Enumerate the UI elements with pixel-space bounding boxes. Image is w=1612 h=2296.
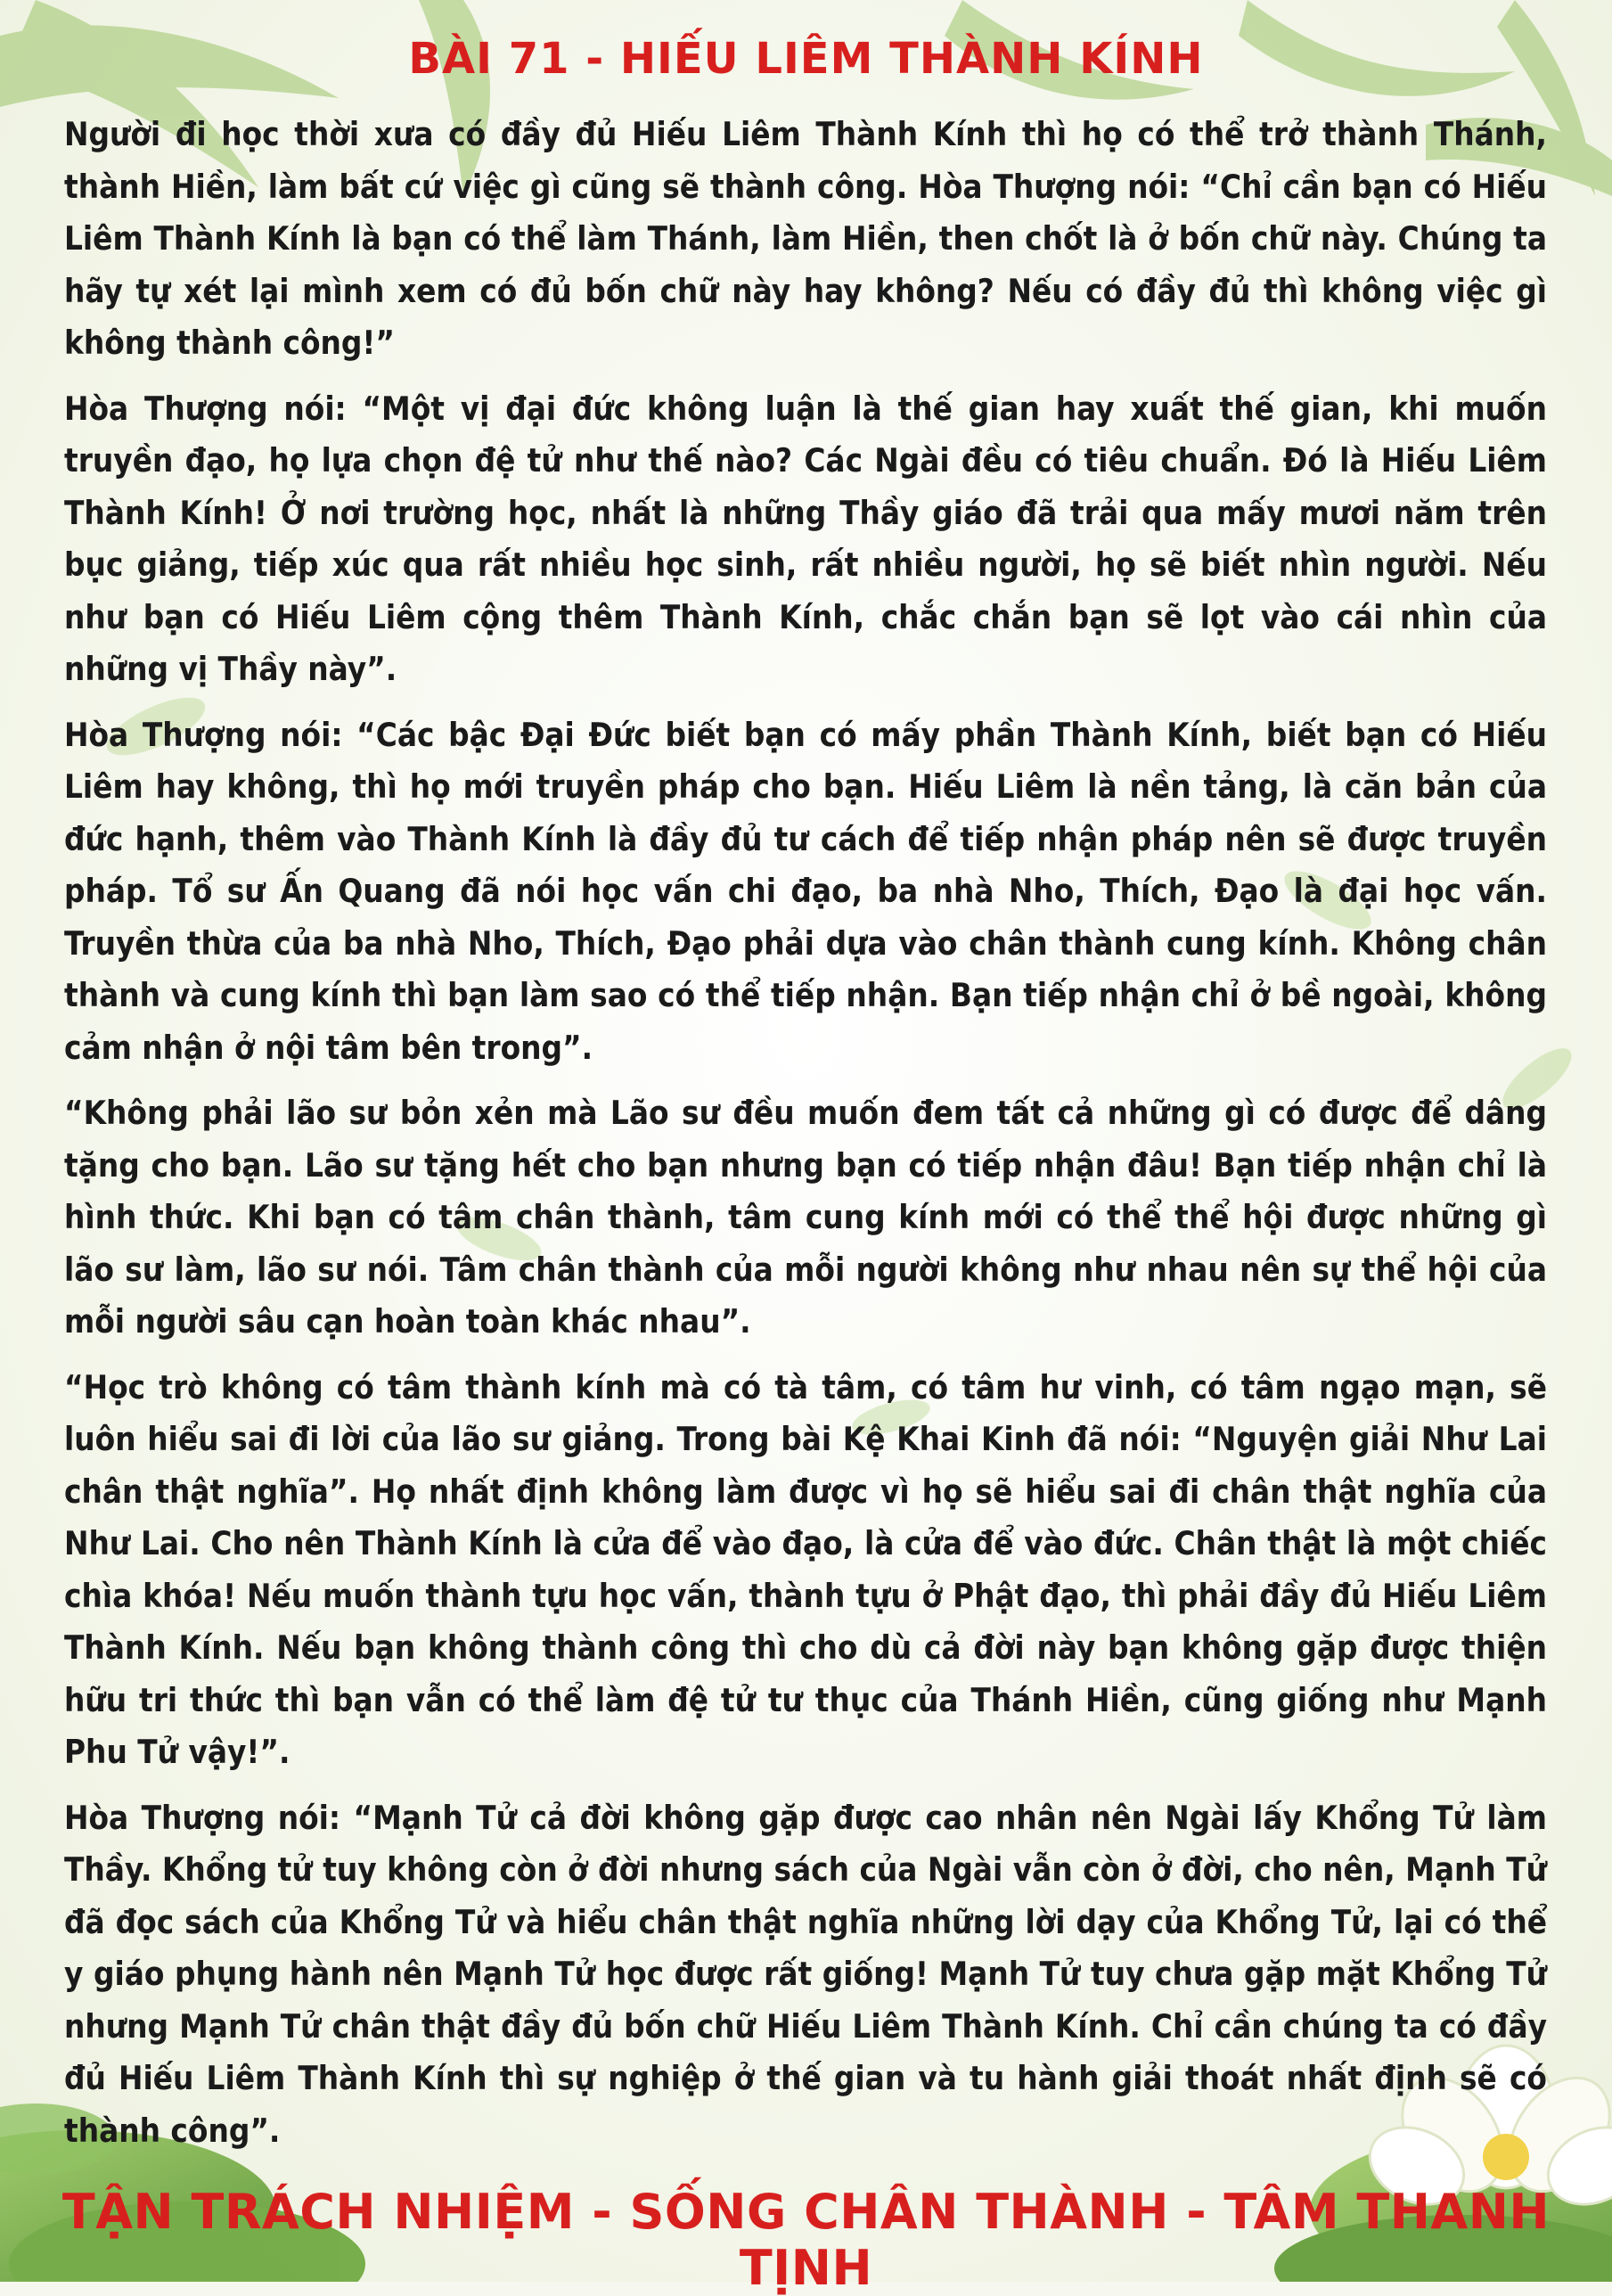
paragraph: Hòa Thượng nói: “Các bậc Đại Đức biết bạn có mấy phần Thành Kính, biết bạn có Hiếu Liêm hay không, thì họ mới truyền pháp cho bạn. Hiếu Liêm là nền tảng, là căn bản của đức hạnh, thêm vào Thành Kính là đầy đủ tư cách để tiếp nhận pháp nên sẽ được truyền pháp. Tổ sư Ấn Quang đã nói học vấn chi đạo, ba nhà Nho, Thích, Đạo là đại học vấn. Truyền thừa của ba nhà Nho, Thích, Đạo phải dựa vào chân thành cung kính. Không chân thành và cung kính thì bạn làm sao có thể tiếp nhận. Bạn tiếp nhận chỉ ở bề ngoài, không cảm nhận ở nội tâm bên trong”. bbox=[64, 715, 1547, 1067]
paragraph: Hòa Thượng nói: “Mạnh Tử cả đời không gặp được cao nhân nên Ngài lấy Khổng Tử làm Thầy. Khổng tử tuy không còn ở đời nhưng sách của Ngài vẫn còn ở đời, cho nên, Mạnh Tử đã đọc sách của Khổng Tử và hiểu chân thật nghĩa những lời dạy của Khổng Tử, lại có thể y giáo phụng hành nên Mạnh Tử học được rất giống! Mạnh Tử tuy chưa gặp mặt Khổng Tử nhưng Mạnh Tử chân thật đầy đủ bốn chữ Hiếu Liêm Thành Kính. Chỉ cần chúng ta có đầy đủ Hiếu Liêm Thành Kính thì sự nghiệp ở thế gian và tu hành giải thoát nhất định sẽ có thành công”. bbox=[64, 1798, 1547, 2150]
paragraph: Người đi học thời xưa có đầy đủ Hiếu Liêm Thành Kính thì họ có thể trở thành Thánh, thành Hiền, làm bất cứ việc gì cũng sẽ thành công. Hòa Thượng nói: “Chỉ cần bạn có Hiếu Liêm Thành Kính là bạn có thể làm Thánh, làm Hiền, then chốt là ở bốn chữ này. Chúng ta hãy tự xét lại mình xem có đủ bốn chữ này hay không? Nếu có đầy đủ thì không việc gì không thành công!” bbox=[64, 115, 1547, 362]
paragraph: “Không phải lão sư bỏn xẻn mà Lão sư đều muốn đem tất cả những gì có được để dâng tặng cho bạn. Lão sư tặng hết cho bạn nhưng bạn có tiếp nhận đâu! Bạn tiếp nhận chỉ là hình thức. Khi bạn có tâm chân thành, tâm cung kính mới có thể thể hội được những gì lão sư làm, lão sư nói. Tâm chân thành của mỗi người không như nhau nên sự thể hội của mỗi người sâu cạn hoàn toàn khác nhau”. bbox=[64, 1094, 1547, 1341]
paragraph: “Học trò không có tâm thành kính mà có tà tâm, có tâm hư vinh, có tâm ngạo mạn, sẽ luôn hiểu sai đi lời của lão sư giảng. Trong bài Kệ Khai Kinh đã nói: “Nguyện giải Như Lai chân thật nghĩa”. Họ nhất định không làm được vì họ sẽ hiểu sai đi chân thật nghĩa của Như Lai. Cho nên Thành Kính là cửa để vào đạo, là cửa để vào đức. Chân thật là một chiếc chìa khóa! Nếu muốn thành tựu học vấn, thành tựu ở Phật đạo, thì phải đầy đủ Hiếu Liêm Thành Kính. Nếu bạn không thành công thì cho dù cả đời này bạn không gặp được thiện hữu tri thức thì bạn vẫn có thể làm đệ tử tư thục của Thánh Hiền, cũng giống như Mạnh Phu Tử vậy!”. bbox=[64, 1367, 1547, 1771]
article-body bbox=[64, 109, 1547, 2170]
paragraph: Hòa Thượng nói: “Một vị đại đức không luận là thế gian hay xuất thế gian, khi muốn truyền đạo, họ lựa chọn đệ tử như thế nào? Các Ngài đều có tiêu chuẩn. Đó là Hiếu Liêm Thành Kính! Ở nơi trường học, nhất là những Thầy giáo đã trải qua mấy mươi năm trên bục giảng, tiếp xúc qua rất nhiều học sinh, rất nhiều người, họ sẽ biết nhìn người. Nếu như bạn có Hiếu Liêm cộng thêm Thành Kính, chắc chắn bạn sẽ lọt vào cái nhìn của những vị Thầy này”. bbox=[64, 389, 1547, 688]
page-title: BÀI 71 - HIẾU LIÊM THÀNH KÍNH bbox=[408, 34, 1204, 84]
footer-motto: TẬN TRÁCH NHIỆM - SỐNG CHÂN THÀNH - TÂM THANH TỊNH bbox=[61, 2184, 1551, 2296]
